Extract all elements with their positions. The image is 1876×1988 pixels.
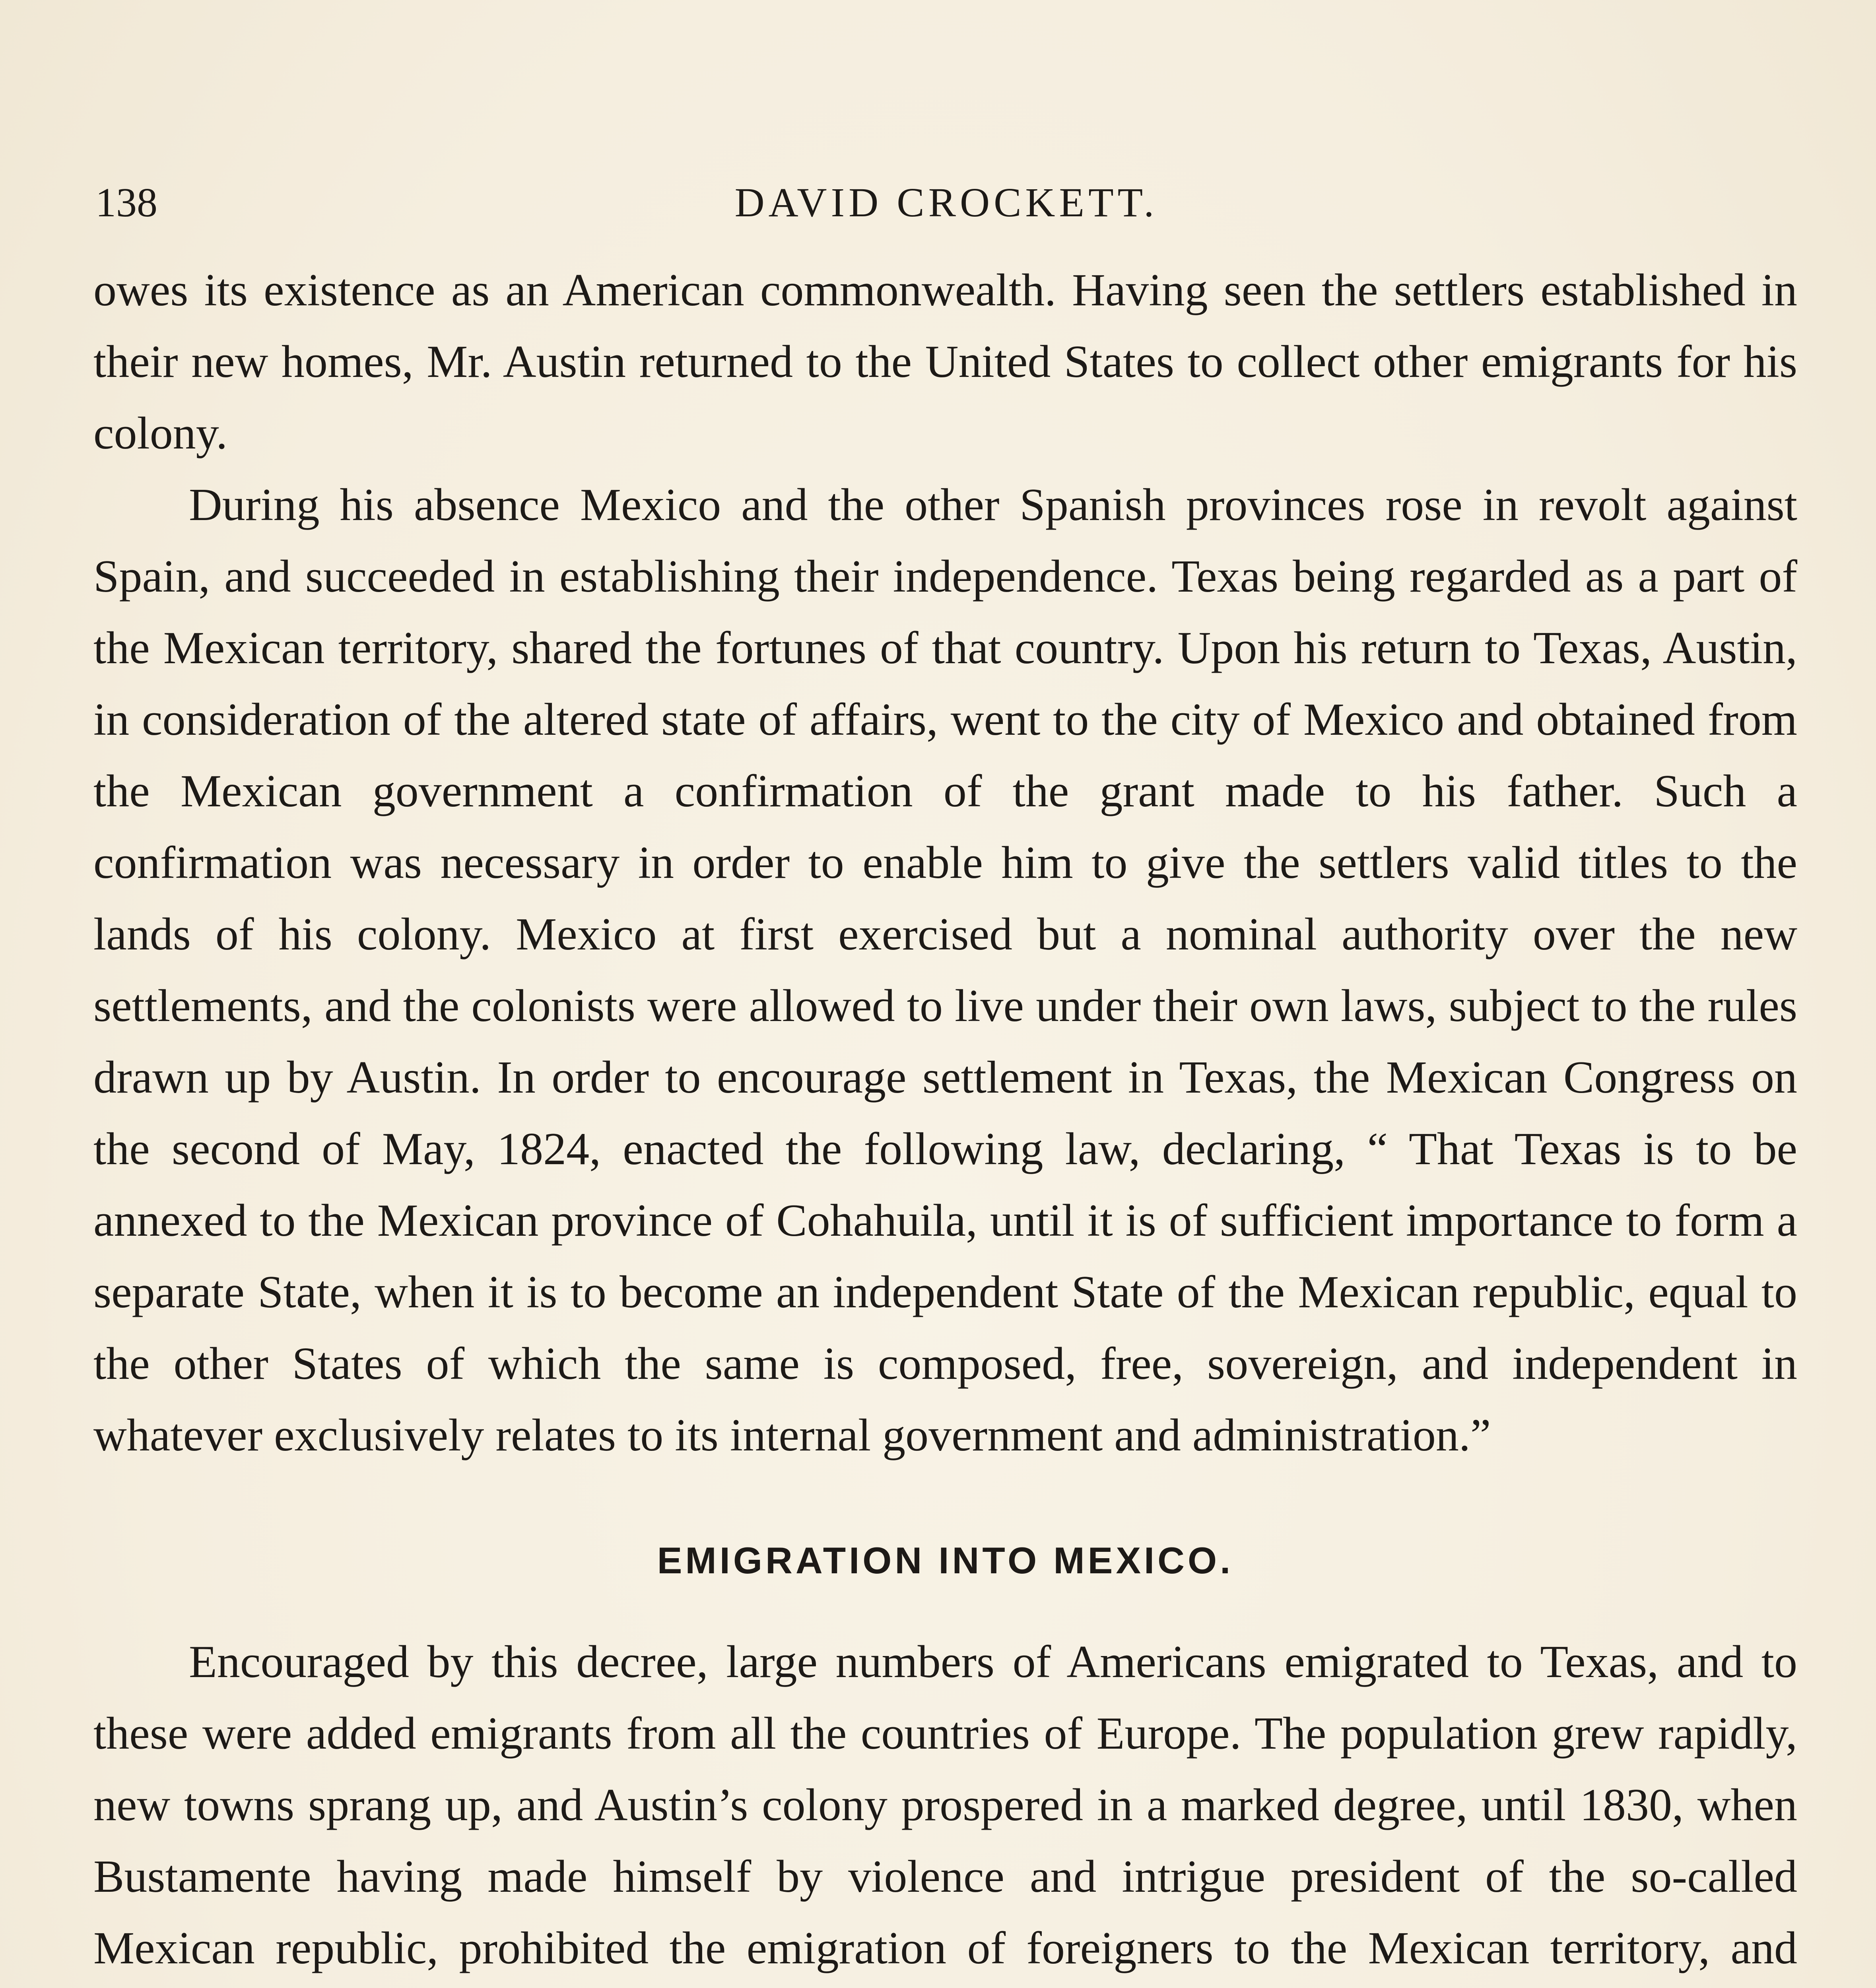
paragraph-continued: owes its existence as an American commonwealth. Having seen the settlers established in their new homes, Mr. Austin returned to the United States to collect other emigrants for his colony.: [93, 265, 1797, 459]
page-header: [95, 171, 1797, 235]
paragraph-emigration: Encouraged by this decree, large numbers of Americans emigrated to Texas, and to these were added emigrants from all the countries of Europe. The population grew rapidly, new towns sprang up, and Austin’s colony prospered in a marked degree, until 1830, when Bustamente having made himself by violence and intrigue president of the so-called Mexican republic, prohibited the emigration of foreigners to the Mexican territory, and: [93, 1637, 1797, 1974]
running-title: DAVID CROCKETT.: [734, 180, 1158, 225]
body-text: [93, 254, 1797, 1988]
section-heading: EMIGRATION INTO MEXICO.: [657, 1540, 1234, 1581]
page-number: 138: [95, 180, 157, 225]
paragraph-independence: During his absence Mexico and the other Spanish provinces rose in revolt against Spain, and succeeded in establishing their independence. Texas being regarded as a part of the Mexican territory, shared the fortunes of that country. Upon his return to Texas, Austin, in consideration of the altered state of affairs, went to the city of Mexico and obtained from the Mexican government a confirmation of the grant made to his father. Such a confirmation was necessary in order to enable him to give the settlers valid titles to the lands of his colony. Mexico at first exercised but a nominal authority over the new settlements, and the colonists were allowed to live under their own laws, subject to the rules drawn up by Austin. In order to encourage settlement in Texas, the Mexican Congress on the second of May, 1824, enacted the following law, declaring, “ That Texas is to be annexed to the Mexican province of Cohahuila, until it is of sufficient importance to form a separate State, when it is to become an independent State of the Mexican republic, equal to the other States of which the same is composed, free, sovereign, and independent in whatever exclusively relates to its internal government and administration.”: [93, 480, 1797, 1461]
